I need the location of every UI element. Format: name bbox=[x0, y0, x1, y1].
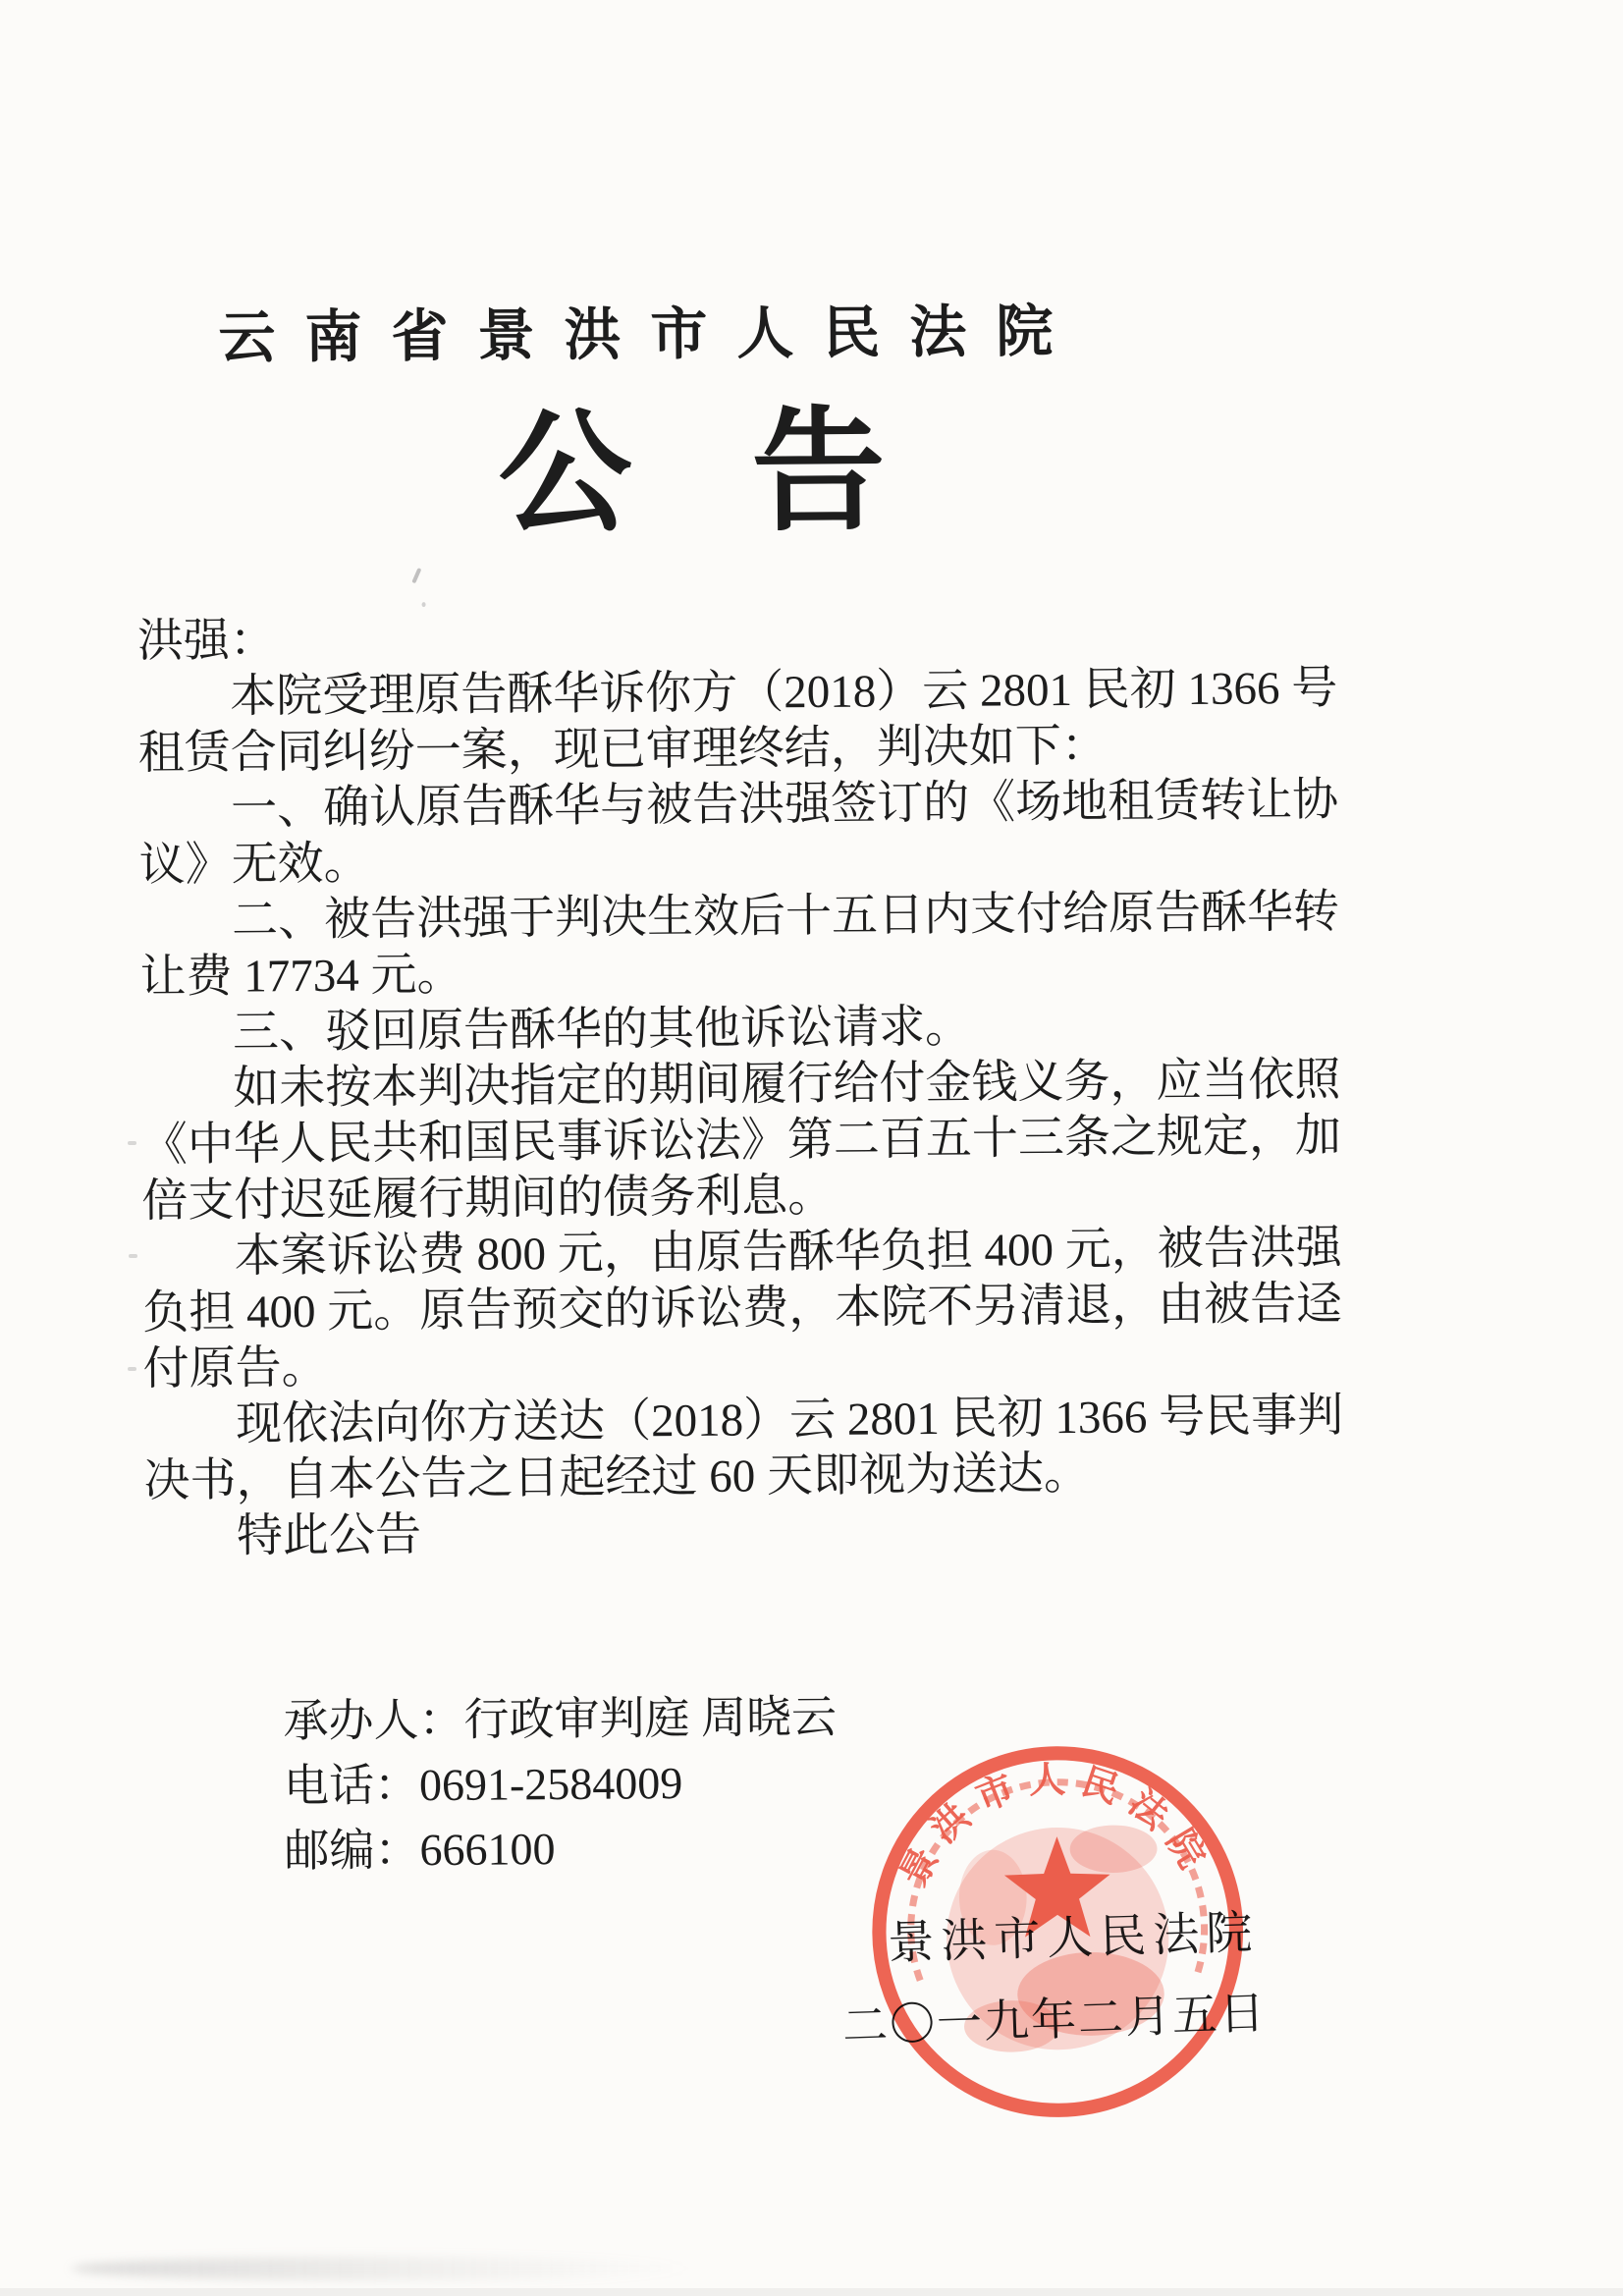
body-line: 二、被告洪强于判决生效后十五日内支付给原告酥华转 bbox=[231, 886, 1340, 947]
body-line: 决书，自本公告之日起经过 60 天即视为送达。 bbox=[143, 1448, 1091, 1507]
contact-handler: 承办人：行政审判庭 周晓云 bbox=[283, 1691, 838, 1747]
scan-speck-icon bbox=[422, 602, 426, 607]
court-title: 云南省景洪市人民法院 bbox=[218, 299, 1083, 370]
body-line: 如未按本判决指定的期间履行给付金钱义务，应当依照 bbox=[233, 1054, 1341, 1115]
scan-speck-icon bbox=[128, 1141, 136, 1145]
salutation: 洪强： bbox=[136, 615, 277, 668]
notice-body bbox=[137, 604, 1495, 1566]
scan-speck-icon bbox=[411, 568, 421, 583]
body-line: 《中华人民共和国民事诉讼法》第二百五十三条之规定，加 bbox=[140, 1110, 1342, 1172]
body-line: 负担 400 元。原告预交的诉讼费，本院不另清退，由被告迳 bbox=[142, 1278, 1343, 1339]
court-seal-icon bbox=[853, 1726, 1263, 2136]
body-line: 倍支付迟延履行期间的债务利息。 bbox=[141, 1170, 835, 1228]
body-line: 本案诉讼费 800 元，由原告酥华负担 400 元，被告洪强 bbox=[234, 1222, 1342, 1283]
body-line: 本院受理原告酥华诉你方（2018）云 2801 民初 1366 号 bbox=[230, 662, 1338, 723]
contact-phone: 电话：0691-2584009 bbox=[283, 1758, 683, 1812]
signature-date: 二〇一九年二月五日 bbox=[841, 1988, 1268, 2052]
body-line: 特此公告 bbox=[236, 1509, 422, 1562]
notice-heading: 公告 bbox=[497, 398, 1006, 550]
body-line: 租赁合同纠纷一案，现已审理终结，判决如下： bbox=[137, 720, 1108, 780]
scan-smudge bbox=[71, 2257, 699, 2280]
body-line: 议》无效。 bbox=[138, 838, 370, 892]
body-line: 付原告。 bbox=[142, 1341, 328, 1395]
signature-court-name: 景洪市人民法院 bbox=[887, 1907, 1261, 1970]
body-line: 一、确认原告酥华与被告洪强签订的《场地租赁转让协 bbox=[230, 774, 1339, 835]
body-line: 现依法向你方送达（2018）云 2801 民初 1366 号民事判 bbox=[235, 1390, 1344, 1450]
seal-arc-text: 景洪市人民法院 bbox=[893, 1760, 1218, 1893]
scan-speck-icon bbox=[129, 1254, 137, 1258]
body-line: 让费 17734 元。 bbox=[139, 949, 463, 1004]
scan-speck-icon bbox=[128, 1367, 136, 1371]
body-line: 三、驳回原告酥华的其他诉讼请求。 bbox=[232, 1001, 972, 1059]
scan-edge-shadow bbox=[0, 2288, 1623, 2296]
contact-postcode: 邮编：666100 bbox=[284, 1824, 556, 1877]
contact-block bbox=[283, 1685, 838, 1884]
